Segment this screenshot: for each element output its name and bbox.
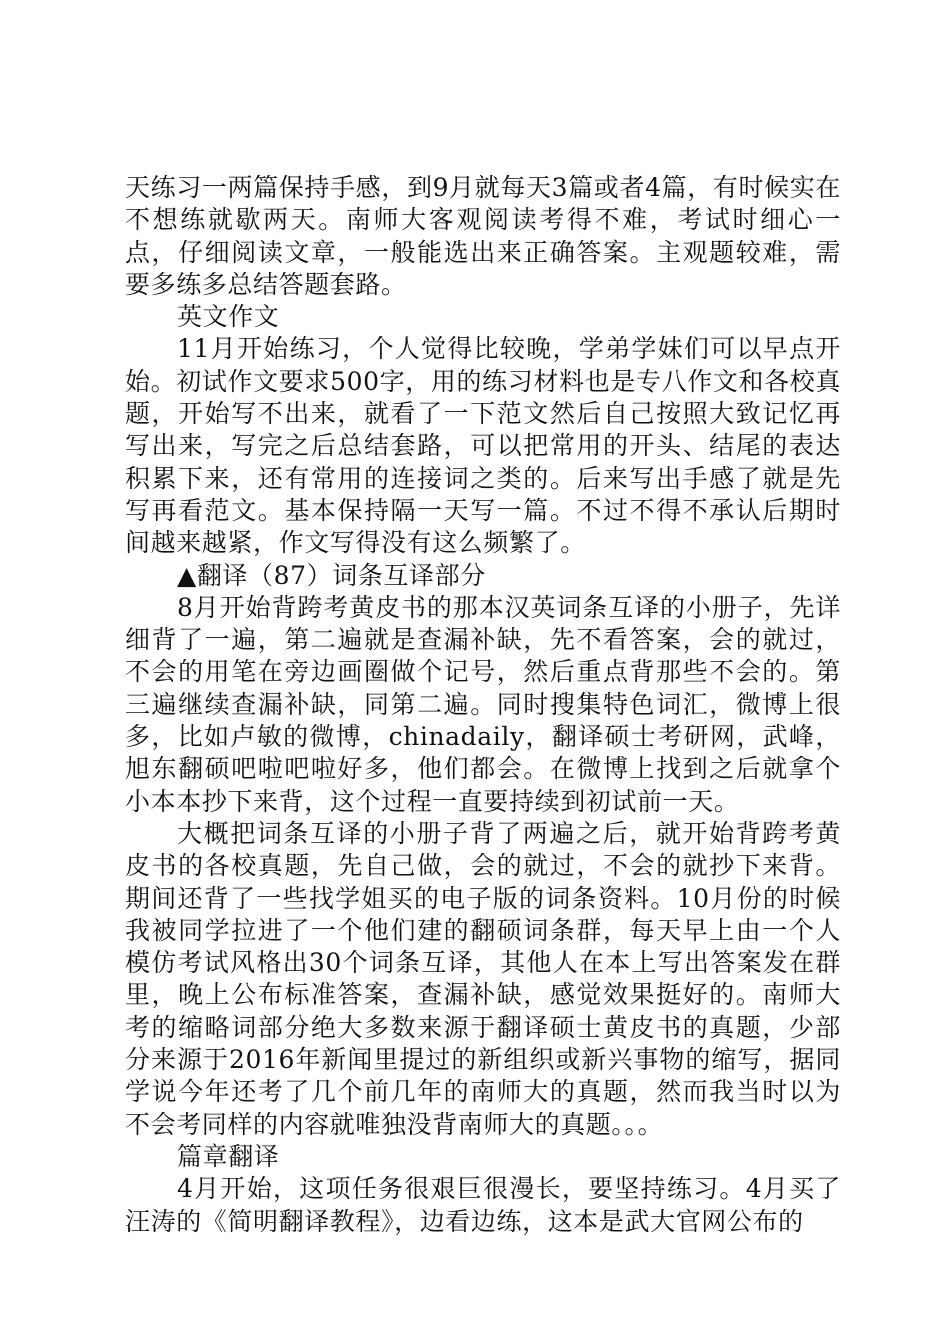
document-body	[125, 172, 841, 1238]
para-essay: 11月开始练习，个人觉得比较晚，学弟学妹们可以早点开始。初试作文要求500字，用的练习材料也是专八作文和各校真题，开始写不出来，就看了一下范文然后自己按照大致记忆再写出来，写完之后总结套路，可以把常用的开头、结尾的表达积累下来，还有常用的连接词之类的。后来写出手感了就是先写再看范文。基本保持隔一天写一篇。不过不得不承认后期时间越来越紧，作文写得没有这么频繁了。	[125, 334, 841, 558]
para-terms-2: 大概把词条互译的小册子背了两遍之后，就开始背跨考黄皮书的各校真题，先自己做，会的就过，不会的就抄下来背。期间还背了一些找学姐买的电子版的词条资料。10月份的时候我被同学拉进了一个他们建的翻硕词条群，每天早上由一个人模仿考试风格出30个词条互译，其他人在本上写出答案发在群里，晚上公布标准答案，查漏补缺，感觉效果挺好的。南师大考的缩略词部分绝大多数来源于翻译硕士黄皮书的真题，少部分来源于2016年新闻里提过的新组织或新兴事物的缩写，据同学说今年还考了几个前几年的南师大的真题，然而我当时以为不会考同样的内容就唯独没背南师大的真题。。。	[125, 818, 841, 1139]
para-passage: 4月开始，这项任务很艰巨很漫长，要坚持练习。4月买了汪涛的《简明翻译教程》，边看边练，这本是武大官网公布的	[125, 1174, 841, 1236]
heading-english-essay: 英文作文	[177, 302, 280, 332]
heading-translation-terms: ▲翻译（87）词条互译部分	[177, 560, 486, 590]
heading-passage-translation: 篇章翻译	[177, 1141, 280, 1171]
para-reading-continued: 天练习一两篇保持手感，到9月就每天3篇或者4篇，有时候实在不想练就歇两天。南师大客观阅读考得不难，考试时细心一点，仔细阅读文章，一般能选出来正确答案。主观题较难，需要多练多总结答题套路。	[125, 173, 841, 299]
para-terms-1: 8月开始背跨考黄皮书的那本汉英词条互译的小册子，先详细背了一遍，第二遍就是查漏补缺，先不看答案，会的就过，不会的用笔在旁边画圈做个记号，然后重点背那些不会的。第三遍继续查漏补缺，同第二遍。同时搜集特色词汇，微博上很多，比如卢敏的微博，chinadaily，翻译硕士考研网，武峰，旭东翻硕吧啦吧啦好多，他们都会。在微博上找到之后就拿个小本本抄下来背，这个过程一直要持续到初试前一天。	[125, 592, 841, 816]
